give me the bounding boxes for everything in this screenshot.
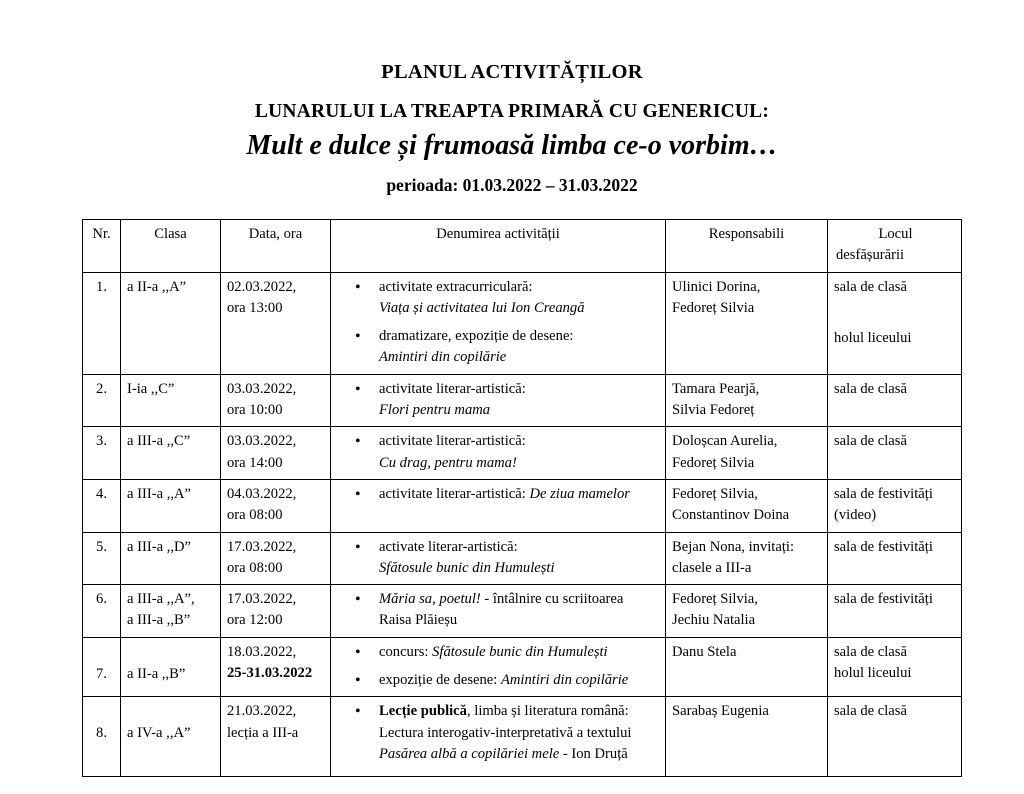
cell-loc: sala de clasă (828, 697, 962, 777)
column-header-denumire: Denumirea activității (331, 220, 666, 273)
cell-nr: 3. (83, 427, 121, 480)
table-row (83, 532, 962, 585)
cell-loc: sala de festivități (828, 532, 962, 585)
activities-table (82, 219, 962, 777)
activity-item: • Măria sa, poetul! - întâlnire cu scriitoarea Raisa Plăieșu (379, 589, 659, 632)
table-row (83, 427, 962, 480)
cell-clasa: a III-a ,,A”, a III-a ,,B” (121, 585, 221, 638)
cell-denumire (331, 272, 666, 374)
cell-responsabili: Sarabaș Eugenia (666, 697, 828, 777)
cell-clasa: a IV-a ,,A” (121, 697, 221, 777)
cell-responsabili: Doloșcan Aurelia, Fedoreț Silvia (666, 427, 828, 480)
document-title-block (0, 0, 1024, 195)
column-header-responsabili: Responsabili (666, 220, 828, 273)
column-header-loc (828, 220, 962, 273)
cell-responsabili: Tamara Pearjă, Silvia Fedoreț (666, 374, 828, 427)
period-label: perioada: 01.03.2022 – 31.03.2022 (386, 175, 638, 195)
activity-list (337, 537, 659, 580)
cell-denumire (331, 585, 666, 638)
cell-denumire (331, 479, 666, 532)
activity-item: • activitate literar-artistică: Cu drag, pentru mama! (379, 431, 659, 474)
cell-data: 04.03.2022, ora 08:00 (221, 479, 331, 532)
cell-loc: sala de clasă holul liceului (828, 637, 962, 697)
column-header-loc-bottom: desfășurării (836, 247, 905, 264)
cell-loc: sala de clasă (828, 374, 962, 427)
activities-table-container (82, 219, 961, 777)
cell-loc: sala de clasă (828, 427, 962, 480)
cell-denumire (331, 374, 666, 427)
cell-nr: 7. (83, 637, 121, 697)
column-header-clasa: Clasa (121, 220, 221, 273)
cell-clasa: a III-a ,,A” (121, 479, 221, 532)
cell-data: 18.03.2022, 25-31.03.2022 (221, 637, 331, 697)
table-row (83, 479, 962, 532)
activity-list (337, 484, 659, 505)
cell-nr: 4. (83, 479, 121, 532)
activity-item: • activitate literar-artistică: Flori pentru mama (379, 379, 659, 422)
activity-list (337, 431, 659, 474)
table-header (83, 220, 962, 273)
activity-item: • dramatizare, expoziție de desene: Amintiri din copilărie (379, 326, 659, 369)
table-row (83, 272, 962, 374)
activity-list (337, 589, 659, 632)
cell-responsabili: Ulinici Dorina, Fedoreț Silvia (666, 272, 828, 374)
activity-list (337, 277, 659, 369)
cell-denumire (331, 427, 666, 480)
cell-clasa: I-ia ,,C” (121, 374, 221, 427)
cell-data: 03.03.2022, ora 14:00 (221, 427, 331, 480)
table-row (83, 637, 962, 697)
cell-clasa: a II-a ,,B” (121, 637, 221, 697)
activity-item: • activitate literar-artistică: De ziua mamelor (379, 484, 659, 505)
cell-loc: sala de festivități (828, 585, 962, 638)
activity-item: • Lecție publică, limba și literatura română: Lectura interogativ-interpretativă a textului Pasărea albă a copilăriei mele - Ion Druță (379, 701, 659, 765)
cell-denumire (331, 697, 666, 777)
cell-data: 03.03.2022, ora 10:00 (221, 374, 331, 427)
cell-denumire (331, 532, 666, 585)
generic-theme-title: Mult e dulce și frumoasă limba ce-o vorbim… (246, 130, 778, 161)
activity-item: • activitate extracurriculară: Viața și activitatea lui Ion Creangă (379, 277, 659, 320)
cell-responsabili: Bejan Nona, invitați: clasele a III-a (666, 532, 828, 585)
table-row (83, 585, 962, 638)
cell-nr: 6. (83, 585, 121, 638)
cell-loc: sala de clasă holul liceului (828, 272, 962, 374)
cell-responsabili: Fedoreț Silvia, Jechiu Natalia (666, 585, 828, 638)
activity-item: • expoziție de desene: Amintiri din copilărie (379, 670, 659, 691)
cell-denumire (331, 637, 666, 697)
activity-item: • activate literar-artistică: Sfătosule bunic din Humulești (379, 537, 659, 580)
cell-nr: 1. (83, 272, 121, 374)
activity-list (337, 642, 659, 692)
table-header-row (83, 220, 962, 273)
activity-list (337, 379, 659, 422)
column-header-data: Data, ora (221, 220, 331, 273)
activity-list (337, 701, 659, 765)
cell-nr: 8. (83, 697, 121, 777)
cell-data: 21.03.2022, lecția a III-a (221, 697, 331, 777)
cell-responsabili: Fedoreț Silvia, Constantinov Doina (666, 479, 828, 532)
activity-item: • concurs: Sfătosule bunic din Humulești (379, 642, 659, 663)
column-header-loc-top: Locul (878, 226, 913, 242)
column-header-nr: Nr. (83, 220, 121, 273)
cell-data: 17.03.2022, ora 12:00 (221, 585, 331, 638)
table-body (83, 272, 962, 777)
cell-data: 17.03.2022, ora 08:00 (221, 532, 331, 585)
table-row (83, 374, 962, 427)
page-subtitle: LUNARULUI LA TREAPTA PRIMARĂ CU GENERICUL: (254, 100, 770, 122)
cell-clasa: a II-a ,,A” (121, 272, 221, 374)
cell-nr: 2. (83, 374, 121, 427)
cell-clasa: a III-a ,,C” (121, 427, 221, 480)
page-title: PLANUL ACTIVITĂȚILOR (381, 61, 643, 83)
cell-loc: sala de festivități (video) (828, 479, 962, 532)
cell-nr: 5. (83, 532, 121, 585)
cell-data: 02.03.2022, ora 13:00 (221, 272, 331, 374)
cell-clasa: a III-a ,,D” (121, 532, 221, 585)
table-row (83, 697, 962, 777)
cell-responsabili: Danu Stela (666, 637, 828, 697)
